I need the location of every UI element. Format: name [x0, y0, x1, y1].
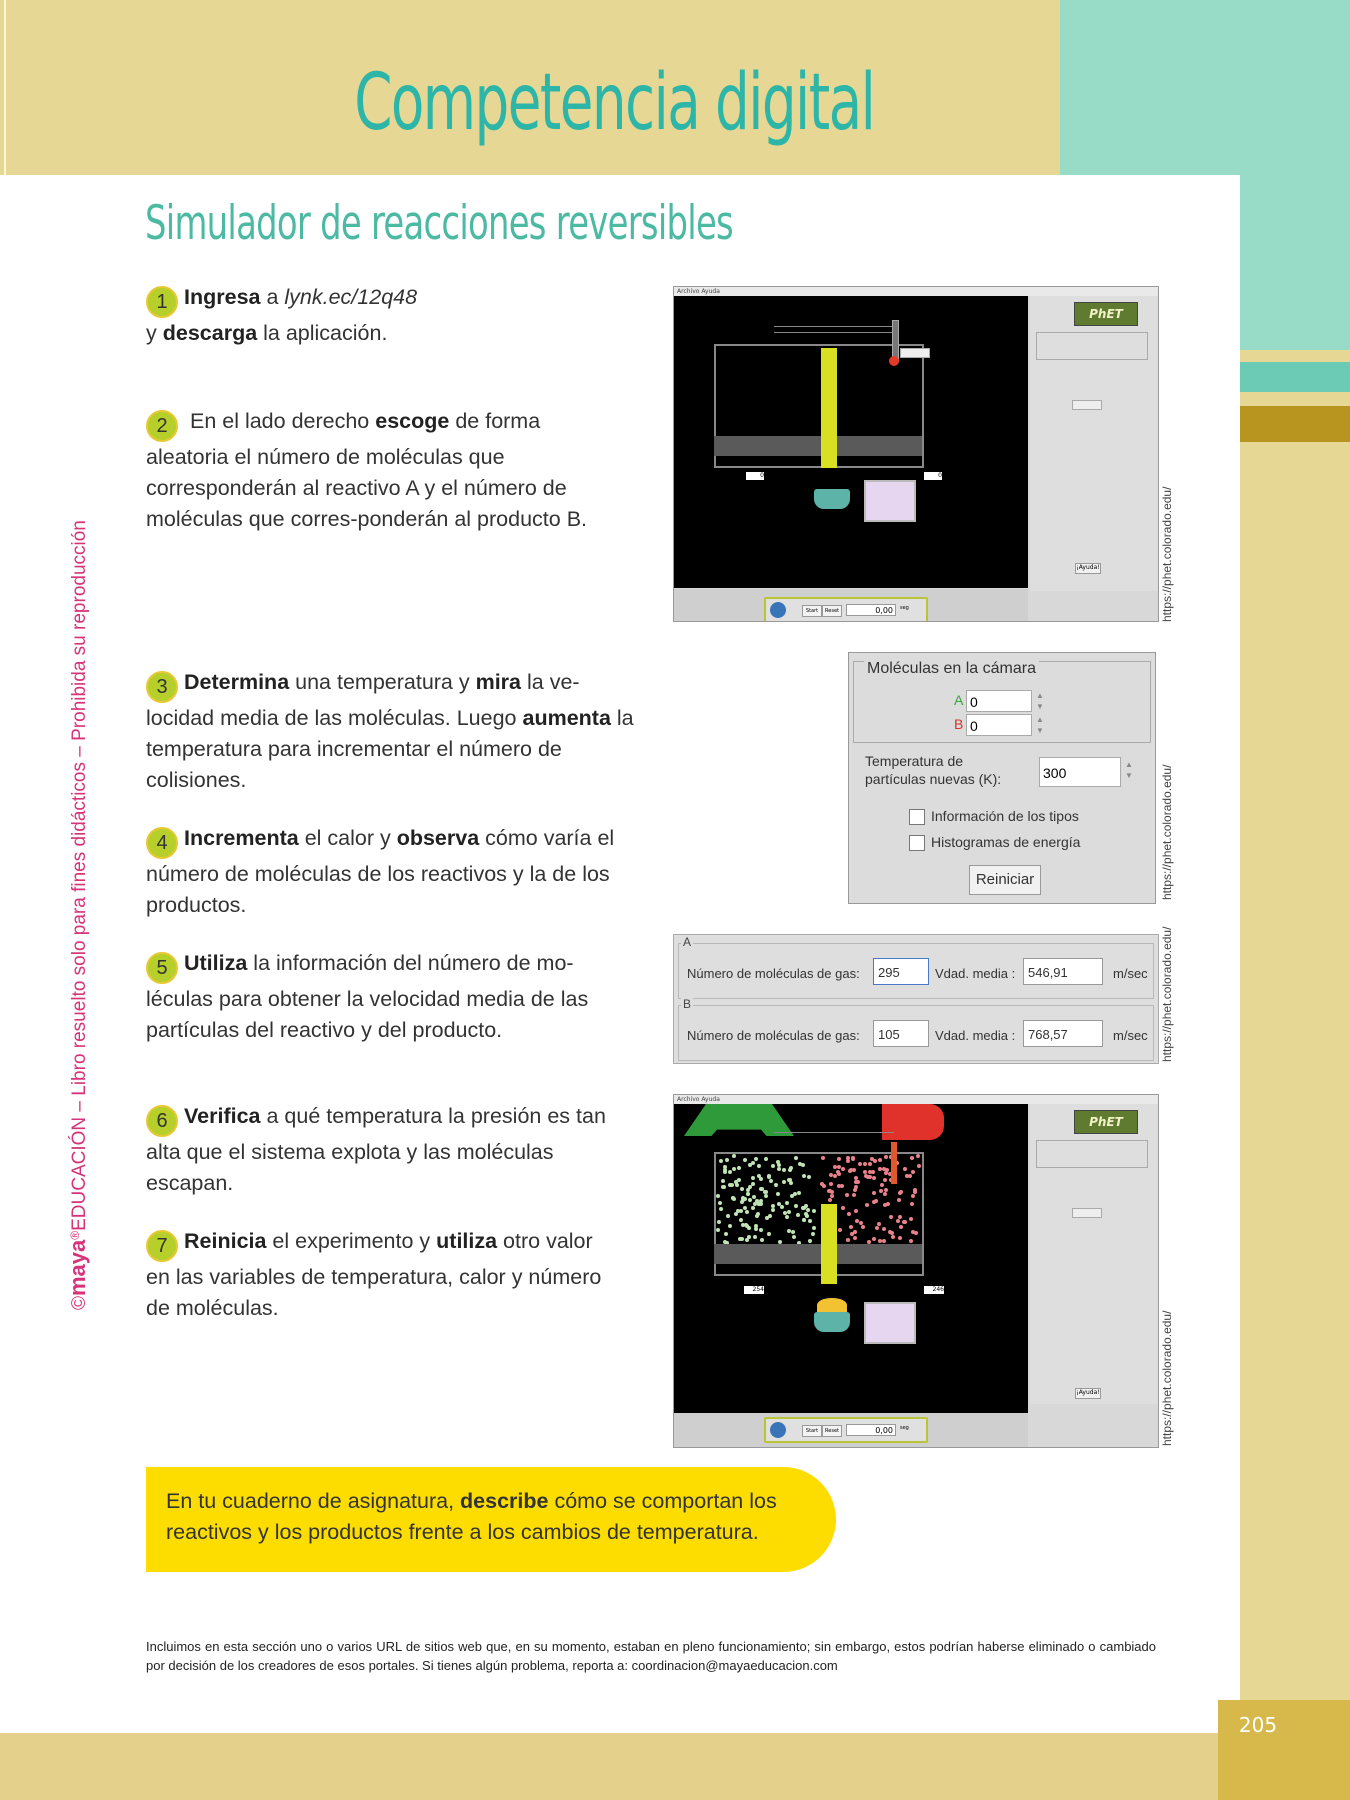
molecule-dot: [863, 1170, 867, 1174]
molecule-dot: [743, 1206, 747, 1210]
molecule-dot: [883, 1178, 887, 1182]
help-button[interactable]: ¡Ayuda!: [1075, 563, 1101, 574]
molecule-dot: [774, 1183, 778, 1187]
molecule-dot: [746, 1192, 750, 1196]
start-button[interactable]: Start: [802, 1425, 822, 1437]
gas-count-label-a: Número de moléculas de gas:: [687, 966, 860, 981]
molecule-dot: [782, 1180, 786, 1184]
step-number-6: 6: [146, 1105, 178, 1137]
molecule-dot: [780, 1205, 784, 1209]
phet-logo: PhET: [1074, 1110, 1138, 1134]
sim-playback-bar: [674, 589, 1028, 622]
molecule-dot: [853, 1230, 857, 1234]
molecules-group: [853, 661, 1151, 743]
molecule-dot: [911, 1170, 915, 1174]
molecule-dot: [852, 1168, 856, 1172]
molecule-dot: [717, 1220, 721, 1224]
step-2: [146, 406, 626, 535]
molecule-dot: [737, 1166, 741, 1170]
molecule-dot: [916, 1154, 920, 1158]
energy-ruler: [821, 348, 837, 468]
start-button[interactable]: Start: [802, 605, 822, 617]
molecule-dot: [764, 1190, 768, 1194]
molecule-dot: [764, 1157, 768, 1161]
step-7-verb-2: utiliza: [436, 1229, 498, 1253]
step-4-verb-2: observa: [396, 826, 480, 850]
step-3-text: una temperatura y: [289, 670, 476, 694]
gold-stripe: [1240, 406, 1350, 442]
step-number-4: 4: [146, 827, 178, 859]
molecule-dot: [878, 1239, 882, 1243]
gas-count-field-a[interactable]: 295: [873, 958, 929, 985]
molecule-dot: [847, 1212, 851, 1216]
chamber-floor: [714, 1244, 922, 1264]
step-3-text-2: la ve-locidad media de las moléculas. Luego: [146, 670, 580, 730]
sim-menubar[interactable]: Archivo Ayuda: [674, 287, 1158, 296]
molecule-dot: [754, 1157, 758, 1161]
step-number-2: 2: [146, 410, 178, 442]
help-button[interactable]: ¡Ayuda!: [1075, 1388, 1101, 1399]
sim-control-panel: [1030, 296, 1158, 591]
product-b-label: B: [954, 716, 964, 732]
temperature-spinner[interactable]: ▲ ▼: [1125, 760, 1133, 780]
count-right: 246: [924, 1286, 944, 1294]
info-types-label: Información de los tipos: [931, 808, 1079, 824]
molecule-dot: [807, 1175, 811, 1179]
molecule-dot: [868, 1162, 872, 1166]
molecule-dot: [756, 1212, 760, 1216]
molecule-dot: [716, 1228, 720, 1232]
molecule-dot: [748, 1163, 752, 1167]
step-3-verb-2: mira: [475, 670, 522, 694]
molecule-dot: [875, 1226, 879, 1230]
reactant-a-label: A: [954, 692, 964, 708]
task-verb: describe: [460, 1489, 549, 1513]
molecule-dot: [760, 1238, 764, 1242]
product-b-row: [678, 997, 1154, 1061]
timer-unit: seg: [900, 605, 909, 611]
speed-field-a: 546,91: [1023, 958, 1103, 985]
molecule-dot: [861, 1225, 865, 1229]
step-4-text: el calor y: [298, 826, 397, 850]
molecule-dot: [882, 1227, 886, 1231]
simulator-screenshot-2: [673, 1094, 1159, 1448]
molecule-dot: [743, 1158, 747, 1162]
molecule-dot: [794, 1204, 798, 1208]
molecule-dot: [776, 1192, 780, 1196]
speed-label-b: Vdad. media :: [935, 1028, 1016, 1043]
speed-label-a: Vdad. media :: [935, 966, 1016, 981]
molecule-dot: [804, 1204, 808, 1208]
step-7-verb: Reinicia: [184, 1229, 267, 1253]
arrow-forward: [774, 1132, 894, 1133]
step-number-3: 3: [146, 671, 178, 703]
gas-count-field-b[interactable]: 105: [873, 1020, 929, 1047]
step-4-verb: Incrementa: [184, 826, 299, 850]
energy-histogram-label: Histogramas de energía: [931, 834, 1081, 850]
molecule-dot: [769, 1179, 773, 1183]
molecule-dot: [747, 1226, 751, 1230]
sim-playback-bar: [674, 1413, 1028, 1448]
molecule-dot: [757, 1174, 761, 1178]
molecule-dot: [764, 1194, 768, 1198]
product-b-input[interactable]: 0: [966, 714, 1032, 736]
reactant-a-row: [678, 935, 1154, 999]
step-1-verb: Ingresa: [184, 285, 261, 309]
playback-controls: [764, 1417, 928, 1443]
molecule-settings-panel: [848, 652, 1156, 904]
count-left: 0: [746, 472, 764, 480]
copyright-notice: EDUCACIÓN – Libro resuelto solo para fines didácticos – Prohibida su reproducción: [69, 520, 90, 1231]
molecule-dot: [732, 1167, 736, 1171]
reset-button[interactable]: Reset: [822, 1425, 842, 1437]
molecule-dot: [903, 1167, 907, 1171]
energy-histogram-checkbox[interactable]: [909, 835, 925, 851]
molecule-dot: [721, 1185, 725, 1189]
molecule-dot: [797, 1191, 801, 1195]
molecule-dot: [908, 1174, 912, 1178]
molecule-dot: [805, 1214, 809, 1218]
molecule-dot: [849, 1225, 853, 1229]
task-text-2: cómo se comportan los reactivos y los productos frente a los cambios de temperatura.: [166, 1489, 777, 1544]
step-4: [146, 823, 616, 921]
molecule-dot: [785, 1215, 789, 1219]
count-left: 254: [744, 1286, 764, 1294]
molecule-dot: [716, 1194, 720, 1198]
temperature-label-2: partículas nuevas (K):: [865, 771, 1002, 787]
step-number-5: 5: [146, 952, 178, 984]
molecule-dot: [828, 1198, 832, 1202]
step-number-1: 1: [146, 286, 178, 318]
chamber-floor: [714, 436, 922, 456]
molecule-dot: [812, 1209, 816, 1213]
sim-menubar[interactable]: Archivo Ayuda: [674, 1095, 1158, 1104]
molecule-count-group: [1036, 1140, 1148, 1168]
credit-url-4: https://phet.colorado.edu/: [1160, 1310, 1174, 1446]
molecule-dot: [821, 1156, 825, 1160]
molecule-dot: [754, 1224, 758, 1228]
molecule-dot: [846, 1238, 850, 1242]
molecule-dot: [768, 1214, 772, 1218]
timer-unit: seg: [900, 1425, 909, 1431]
molecule-dot: [840, 1184, 844, 1188]
energy-ruler: [821, 1204, 837, 1284]
timer-readout: 0,00: [846, 1424, 896, 1436]
step-6-text: a qué temperatura la presión es tan alta que el sistema explota y las moléculas escapan.: [146, 1104, 606, 1195]
molecule-dot: [724, 1232, 728, 1236]
molecule-dot: [854, 1209, 858, 1213]
gas-speed-panel: [673, 934, 1159, 1064]
heat-control-slider[interactable]: [864, 480, 916, 522]
molecule-count-group: [1036, 332, 1148, 360]
molecule-dot: [880, 1183, 884, 1187]
molecule-dot: [891, 1235, 895, 1239]
molecule-dot: [751, 1182, 755, 1186]
molecule-dot: [853, 1188, 857, 1192]
step-1-verb-2: descarga: [162, 321, 258, 345]
step-6: [146, 1101, 606, 1199]
molecule-dot: [863, 1162, 867, 1166]
molecule-dot: [788, 1168, 792, 1172]
arrow-backward: [774, 332, 894, 333]
molecule-dot: [898, 1236, 902, 1240]
molecule-dot: [794, 1156, 798, 1160]
molecule-dot: [852, 1193, 856, 1197]
molecule-dot: [806, 1208, 810, 1212]
teal-stripe: [1240, 362, 1350, 392]
molecule-dot: [849, 1168, 853, 1172]
arrow-forward: [774, 326, 894, 327]
molecule-dot: [753, 1235, 757, 1239]
step-5-text: la información del número de mo-léculas para obtener la velocidad media de las partículas del reactivo y del producto.: [146, 951, 589, 1042]
flame-icon: [817, 1298, 847, 1312]
molecule-dot: [853, 1236, 857, 1240]
thermometer-bulb: [889, 356, 899, 366]
gas-count-label-b: Número de moléculas de gas:: [687, 1028, 860, 1043]
footer-bar: [0, 1733, 1350, 1800]
step-2-verb: escoge: [375, 409, 450, 433]
molecule-dot: [771, 1208, 775, 1212]
copyright-symbol: ©: [69, 1296, 90, 1310]
molecule-dot: [827, 1189, 831, 1193]
pause-icon[interactable]: [770, 1422, 786, 1438]
temperature-label-1: Temperatura de: [865, 753, 964, 769]
molecule-dot: [858, 1162, 862, 1166]
molecule-dot: [829, 1182, 833, 1186]
molecule-dot: [841, 1206, 845, 1210]
molecule-dot: [884, 1155, 888, 1159]
page-number: 205: [1238, 1713, 1278, 1737]
molecule-dot: [787, 1210, 791, 1214]
molecule-dot: [896, 1219, 900, 1223]
burner-icon: [814, 1312, 850, 1332]
task-text-1: En tu cuaderno de asignatura,: [166, 1489, 461, 1513]
molecule-dot: [910, 1202, 914, 1206]
molecule-dot: [796, 1213, 800, 1217]
molecule-dot: [741, 1223, 745, 1227]
credit-url-3: https://phet.colorado.edu/: [1160, 926, 1174, 1062]
molecule-dot: [851, 1157, 855, 1161]
temperature-readout: [900, 348, 930, 358]
molecule-dot: [872, 1237, 876, 1241]
molecule-dot: [898, 1191, 902, 1195]
step-7-text-2: otro valor en las variables de temperatura, calor y número de moléculas.: [146, 1229, 602, 1320]
molecule-dot: [721, 1179, 725, 1183]
molecule-dot: [728, 1224, 732, 1228]
molecule-dot: [873, 1159, 877, 1163]
info-types-checkbox[interactable]: [909, 809, 925, 825]
molecule-dot: [767, 1174, 771, 1178]
molecules-group-legend: Moléculas en la cámara: [864, 660, 1039, 678]
molecule-dot: [785, 1201, 789, 1205]
molecule-dot: [791, 1230, 795, 1234]
step-3-verb-3: aumenta: [522, 706, 611, 730]
pause-icon[interactable]: [770, 602, 786, 618]
section-title: Simulador de reacciones reversibles: [145, 196, 733, 251]
phet-logo: PhET: [1074, 302, 1138, 326]
molecule-dot: [725, 1158, 729, 1162]
step-7-text: el experimento y: [266, 1229, 437, 1253]
url-disclaimer-note: Incluimos en esta sección uno o varios URL de sitios web que, en su momento, estaban en pleno funcionamiento; sin embargo, estos podrían haberse eliminado o cambiado por decisión de los creadores de esos portales. Si tienes algún problema, reporta a: coordinacion@mayaeducacion.com: [146, 1639, 1156, 1673]
header-edge-line: [4, 0, 6, 175]
task-text: [166, 1486, 806, 1548]
molecule-dot: [874, 1199, 878, 1203]
molecule-dot: [837, 1157, 841, 1161]
sim-canvas: [674, 1104, 1028, 1414]
molecule-dot: [751, 1176, 755, 1180]
product-b-spinner[interactable]: ▲ ▼: [1036, 715, 1044, 735]
molecule-dot: [739, 1218, 743, 1222]
molecule-dot: [841, 1167, 845, 1171]
molecule-dot: [886, 1202, 890, 1206]
registered-symbol: ®: [68, 1230, 82, 1240]
burner-icon: [814, 489, 850, 509]
molecule-dot: [745, 1210, 749, 1214]
heat-control-slider[interactable]: [864, 1302, 916, 1344]
molecule-dot: [759, 1228, 763, 1232]
molecule-dot: [909, 1217, 913, 1221]
step-1-text-2: y: [146, 321, 163, 345]
molecule-dot: [872, 1176, 876, 1180]
molecule-dot: [751, 1206, 755, 1210]
molecule-dot: [911, 1194, 915, 1198]
step-5-verb: Utiliza: [184, 951, 248, 975]
letter-b-graphic: [882, 1104, 944, 1140]
molecule-dot: [771, 1164, 775, 1168]
url-link[interactable]: lynk.ec/12q48: [284, 285, 418, 309]
molecule-dot: [777, 1167, 781, 1171]
molecule-dot: [718, 1201, 722, 1205]
molecule-dot: [757, 1202, 761, 1206]
reset-button[interactable]: Reset: [822, 605, 842, 617]
step-2-text-2: de forma aleatoria el número de moléculas que corresponderán al reactivo A y el número de moléculas que corres-ponderán al producto B.: [146, 409, 588, 531]
reactant-a-input[interactable]: 0: [966, 690, 1032, 712]
playback-controls: [764, 597, 928, 622]
molecule-dot: [830, 1194, 834, 1198]
reactant-a-row-label: A: [683, 935, 692, 949]
molecule-dot: [914, 1231, 918, 1235]
count-right: 0: [924, 472, 942, 480]
molecule-dot: [731, 1196, 735, 1200]
molecule-dot: [822, 1184, 826, 1188]
molecule-dot: [740, 1187, 744, 1191]
molecule-dot: [802, 1218, 806, 1222]
molecule-dot: [878, 1158, 882, 1162]
sim-control-panel: [1030, 1104, 1158, 1404]
molecule-dot: [808, 1219, 812, 1223]
molecule-dot: [865, 1203, 869, 1207]
molecule-dot: [899, 1225, 903, 1229]
molecule-dot: [910, 1156, 914, 1160]
molecule-dot: [767, 1232, 771, 1236]
molecule-dot: [723, 1165, 727, 1169]
step-5: [146, 948, 616, 1046]
molecule-dot: [719, 1159, 723, 1163]
step-1: [146, 282, 636, 349]
credit-url-1: https://phet.colorado.edu/: [1160, 486, 1174, 622]
molecule-dot: [782, 1168, 786, 1172]
page-title: Competencia digital: [354, 58, 875, 148]
molecule-dot: [802, 1174, 806, 1178]
step-6-verb: Verifica: [184, 1104, 261, 1128]
molecule-dot: [811, 1232, 815, 1236]
reactant-a-spinner[interactable]: ▲ ▼: [1036, 691, 1044, 711]
molecule-dot: [719, 1207, 723, 1211]
molecule-dot: [882, 1239, 886, 1243]
molecule-dot: [777, 1202, 781, 1206]
step-1-text: a: [260, 285, 285, 309]
molecule-dot: [736, 1209, 740, 1213]
step-2-text: En el lado derecho: [184, 409, 376, 433]
molecule-dot: [737, 1178, 741, 1182]
temperature-group: [1036, 366, 1146, 380]
copyright-vertical-text: [65, 480, 97, 1310]
speed-unit-a: m/sec: [1113, 966, 1148, 981]
sim-canvas: [674, 296, 1028, 588]
molecule-dot: [883, 1192, 887, 1196]
molecule-dot: [792, 1235, 796, 1239]
brand-name: maya: [65, 1239, 90, 1296]
molecule-dot: [743, 1197, 747, 1201]
molecule-dot: [838, 1228, 842, 1232]
molecule-dot: [902, 1220, 906, 1224]
product-b-row-label: B: [683, 997, 692, 1011]
reiniciar-button[interactable]: Reiniciar: [969, 865, 1041, 895]
temperature-input[interactable]: 300: [1039, 757, 1121, 787]
molecule-field: [716, 1154, 920, 1246]
molecule-dot: [871, 1170, 875, 1174]
step-number-7: 7: [146, 1230, 178, 1262]
credit-url-2: https://phet.colorado.edu/: [1160, 764, 1174, 900]
step-3-text-3: la temperatura para incrementar el número de colisiones.: [146, 706, 634, 792]
timer-readout: 0,00: [846, 604, 896, 616]
step-3: [146, 667, 636, 796]
molecule-dot: [726, 1214, 730, 1218]
speed-unit-b: m/sec: [1113, 1028, 1148, 1043]
molecule-dot: [889, 1215, 893, 1219]
molecule-dot: [759, 1177, 763, 1181]
simulator-screenshot-1: [673, 286, 1159, 622]
step-1-text-3: la aplicación.: [257, 321, 388, 345]
molecule-dot: [757, 1164, 761, 1168]
molecule-dot: [748, 1198, 752, 1202]
molecule-dot: [872, 1191, 876, 1195]
step-3-verb: Determina: [184, 670, 290, 694]
speed-field-b: 768,57: [1023, 1020, 1103, 1047]
step-4-text-2: cómo varía el número de moléculas de los reactivos y la de los productos.: [146, 826, 615, 917]
molecule-dot: [909, 1239, 913, 1243]
molecule-dot: [879, 1189, 883, 1193]
molecule-dot: [732, 1154, 736, 1158]
molecule-dot: [728, 1170, 732, 1174]
thermometer: [891, 1142, 897, 1184]
molecule-dot: [845, 1193, 849, 1197]
molecule-dot: [776, 1160, 780, 1164]
molecule-dot: [812, 1226, 816, 1230]
molecule-dot: [745, 1238, 749, 1242]
molecule-dot: [897, 1198, 901, 1202]
sim-reset-button[interactable]: [1072, 400, 1102, 410]
sim-reset-button[interactable]: [1072, 1208, 1102, 1218]
molecule-dot: [735, 1183, 739, 1187]
step-7: [146, 1226, 616, 1324]
molecule-dot: [808, 1239, 812, 1243]
molecule-dot: [846, 1159, 850, 1163]
